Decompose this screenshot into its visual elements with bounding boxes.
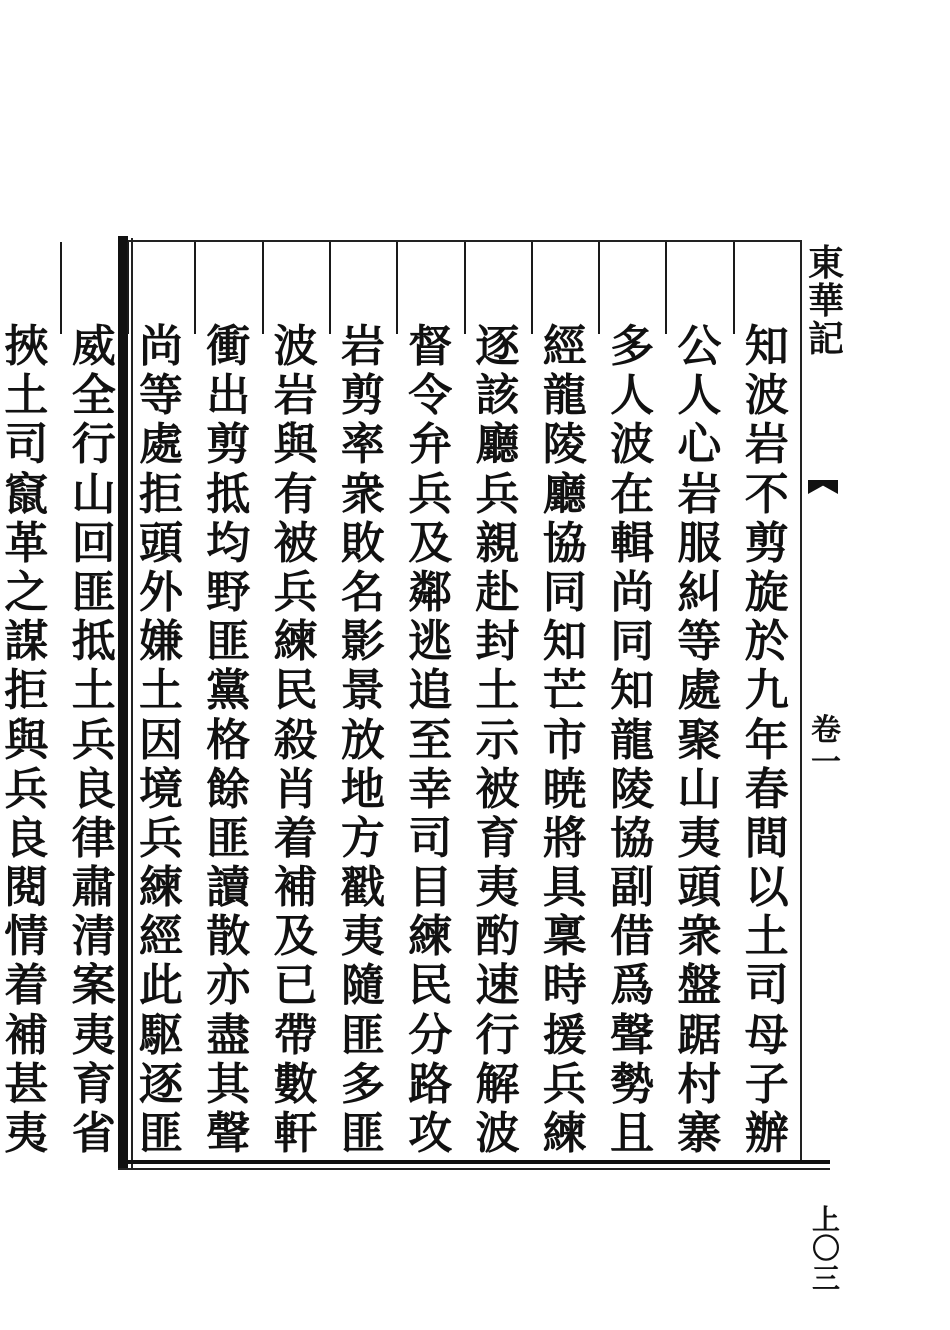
column-char: 案 <box>71 960 116 1012</box>
column-char: 司 <box>408 812 453 864</box>
column-char: 土 <box>4 370 49 422</box>
column-char: 敗 <box>340 517 385 569</box>
column-char: 勢 <box>610 1058 655 1110</box>
column-char: 至 <box>408 714 453 766</box>
column-char: 土 <box>71 665 116 717</box>
text-column <box>263 321 329 1160</box>
column-char: 且 <box>610 1108 655 1159</box>
column-char: 回 <box>71 517 116 569</box>
column-char: 副 <box>610 862 655 914</box>
column-char: 情 <box>4 911 49 963</box>
text-column <box>666 321 732 1160</box>
column-char: 岩 <box>677 468 722 520</box>
column-char: 率 <box>340 419 385 471</box>
column-char: 人 <box>610 370 655 422</box>
text-column <box>195 321 261 1160</box>
column-char: 波 <box>610 419 655 471</box>
column-char: 名 <box>340 566 385 618</box>
column-char: 將 <box>542 812 587 864</box>
column-char: 人 <box>677 370 722 422</box>
column-char: 剪 <box>206 419 251 471</box>
column-char: 司 <box>4 419 49 471</box>
column-char: 示 <box>475 714 520 766</box>
page-gutter <box>804 242 846 1295</box>
column-char: 竄 <box>4 468 49 520</box>
column-char: 外 <box>139 566 183 618</box>
column-char: 補 <box>4 1009 49 1061</box>
column-char: 此 <box>139 960 183 1012</box>
column-char: 已 <box>273 960 318 1012</box>
column-char: 因 <box>139 714 183 766</box>
column-char: 甚 <box>4 1058 49 1110</box>
column-char: 革 <box>4 517 49 569</box>
column-char: 聲 <box>206 1108 251 1159</box>
page-char: 上 <box>811 1203 840 1236</box>
column-rule <box>665 242 667 334</box>
column-char: 兵 <box>71 714 116 766</box>
column-char: 兵 <box>475 468 520 520</box>
column-rule <box>329 242 331 334</box>
column-char: 嫌 <box>139 616 183 668</box>
column-char: 龍 <box>542 370 587 422</box>
column-char: 尚 <box>610 566 655 618</box>
gutter-divider <box>800 242 802 1160</box>
column-char: 行 <box>71 419 116 471</box>
column-char: 知 <box>542 616 587 668</box>
column-char: 着 <box>273 812 318 864</box>
column-rule <box>531 242 533 334</box>
text-column <box>599 321 665 1160</box>
column-char: 格 <box>206 714 251 766</box>
column-char: 弁 <box>408 419 453 471</box>
column-char: 土 <box>744 911 789 963</box>
column-char: 民 <box>408 960 453 1012</box>
column-char: 土 <box>475 665 520 717</box>
column-char: 匪 <box>71 566 116 618</box>
text-column <box>397 321 463 1160</box>
column-char: 補 <box>273 862 318 914</box>
column-char: 散 <box>206 911 251 963</box>
column-char: 拒 <box>4 665 49 717</box>
page-char: 三 <box>811 1261 840 1295</box>
column-char: 借 <box>610 911 655 963</box>
column-char: 多 <box>340 1058 385 1110</box>
column-char: 廳 <box>475 419 520 471</box>
column-char: 夷 <box>71 1009 116 1061</box>
column-char: 出 <box>206 370 251 422</box>
column-char: 九 <box>744 665 789 717</box>
column-char: 剪 <box>744 517 789 569</box>
column-char: 律 <box>71 812 116 864</box>
column-char: 地 <box>340 763 385 815</box>
column-char: 盤 <box>677 960 722 1012</box>
column-char: 春 <box>744 763 789 815</box>
column-rule <box>262 242 264 334</box>
column-char: 黨 <box>206 665 251 717</box>
column-char: 寨 <box>677 1108 722 1159</box>
column-char: 衝 <box>206 321 251 372</box>
frame-border-bottom <box>118 1160 830 1164</box>
column-char: 鄰 <box>408 566 453 618</box>
column-char: 剪 <box>340 370 385 422</box>
column-rule <box>733 242 735 334</box>
column-char: 駆 <box>139 1009 183 1061</box>
column-char: 知 <box>610 665 655 717</box>
column-char: 抵 <box>71 616 116 668</box>
column-char: 匪 <box>139 1108 183 1159</box>
column-char: 威 <box>71 321 116 372</box>
text-column <box>128 321 194 1160</box>
column-char: 數 <box>273 1058 318 1110</box>
column-char: 在 <box>610 468 655 520</box>
column-rule <box>194 242 196 334</box>
column-char: 兵 <box>139 812 183 864</box>
column-char: 軒 <box>273 1108 318 1159</box>
column-char: 不 <box>744 468 789 520</box>
column-char: 拒 <box>139 468 183 520</box>
column-char: 練 <box>542 1108 587 1159</box>
volume-char: 卷 <box>811 713 841 748</box>
column-char: 夷 <box>340 911 385 963</box>
column-char: 岩 <box>744 419 789 471</box>
column-char: 經 <box>139 911 183 963</box>
column-char: 練 <box>139 862 183 914</box>
column-char: 被 <box>273 517 318 569</box>
column-char: 協 <box>542 517 587 569</box>
column-char: 兵 <box>273 566 318 618</box>
column-char: 等 <box>677 616 722 668</box>
column-char: 影 <box>340 616 385 668</box>
column-char: 逃 <box>408 616 453 668</box>
column-char: 肖 <box>273 763 318 815</box>
column-char: 夷 <box>4 1108 49 1159</box>
column-char: 追 <box>408 665 453 717</box>
column-char: 匪 <box>340 1108 385 1159</box>
column-char: 督 <box>408 321 453 372</box>
column-char: 境 <box>139 763 183 815</box>
column-char: 夷 <box>475 862 520 914</box>
column-char: 與 <box>273 419 318 471</box>
column-char: 方 <box>340 812 385 864</box>
title-char: 東 <box>807 242 844 284</box>
column-char: 逐 <box>139 1058 183 1110</box>
column-char: 波 <box>475 1108 520 1159</box>
column-char: 隨 <box>340 960 385 1012</box>
column-char: 山 <box>71 468 116 520</box>
column-char: 母 <box>744 1009 789 1061</box>
column-char: 育 <box>475 812 520 864</box>
column-char: 旋 <box>744 566 789 618</box>
column-char: 踞 <box>677 1009 722 1061</box>
column-char: 陵 <box>542 419 587 471</box>
column-char: 心 <box>677 419 722 471</box>
column-char: 分 <box>408 1009 453 1061</box>
column-char: 司 <box>744 960 789 1012</box>
column-char: 辦 <box>744 1108 789 1159</box>
column-char: 令 <box>408 370 453 422</box>
column-char: 頭 <box>677 862 722 914</box>
column-char: 良 <box>4 812 49 864</box>
column-char: 處 <box>139 419 183 471</box>
column-char: 時 <box>542 960 587 1012</box>
column-char: 兵 <box>542 1058 587 1110</box>
column-char: 戳 <box>340 862 385 914</box>
column-char: 等 <box>139 370 183 422</box>
text-column <box>0 321 59 1160</box>
column-char: 岩 <box>340 321 385 372</box>
column-rule <box>464 242 466 334</box>
column-char: 岩 <box>273 370 318 422</box>
column-char: 均 <box>206 517 251 569</box>
column-char: 具 <box>542 862 587 914</box>
column-char: 野 <box>206 566 251 618</box>
column-char: 解 <box>475 1058 520 1110</box>
column-char: 暁 <box>542 763 587 815</box>
column-char: 景 <box>340 665 385 717</box>
column-char: 經 <box>542 321 587 372</box>
column-char: 清 <box>71 911 116 963</box>
column-char: 逐 <box>475 321 520 372</box>
column-rule <box>396 242 398 334</box>
text-column <box>734 321 800 1160</box>
column-char: 間 <box>744 812 789 864</box>
column-rule <box>598 242 600 334</box>
column-char: 聚 <box>677 714 722 766</box>
column-char: 稟 <box>542 911 587 963</box>
column-char: 路 <box>408 1058 453 1110</box>
gutter-page-number <box>806 1205 846 1293</box>
column-char: 衆 <box>677 911 722 963</box>
column-char: 攻 <box>408 1108 453 1159</box>
frame-border-bottom-inner <box>118 1168 830 1170</box>
column-char: 酌 <box>475 911 520 963</box>
column-char: 民 <box>273 665 318 717</box>
column-char: 閱 <box>4 862 49 914</box>
column-char: 帶 <box>273 1009 318 1061</box>
gutter-book-title <box>806 242 846 360</box>
column-char: 土 <box>139 665 183 717</box>
column-char: 市 <box>542 714 587 766</box>
column-char: 匪 <box>206 616 251 668</box>
column-char: 親 <box>475 517 520 569</box>
column-char: 聲 <box>610 1009 655 1061</box>
column-char: 之 <box>4 566 49 618</box>
column-char: 波 <box>273 321 318 372</box>
column-char: 協 <box>610 812 655 864</box>
column-char: 與 <box>4 714 49 766</box>
column-char: 餘 <box>206 763 251 815</box>
column-char: 糾 <box>677 566 722 618</box>
column-char: 同 <box>610 616 655 668</box>
column-char: 匪 <box>340 1009 385 1061</box>
column-char: 爲 <box>610 960 655 1012</box>
column-char: 省 <box>71 1108 116 1159</box>
column-char: 年 <box>744 714 789 766</box>
column-char: 兵 <box>408 468 453 520</box>
column-char: 知 <box>744 321 789 372</box>
column-char: 山 <box>677 763 722 815</box>
column-char: 良 <box>71 763 116 815</box>
text-column <box>465 321 531 1160</box>
gutter-volume-number <box>806 715 846 778</box>
column-char: 以 <box>744 862 789 914</box>
column-char: 同 <box>542 566 587 618</box>
column-char: 有 <box>273 468 318 520</box>
column-char: 波 <box>744 370 789 422</box>
column-char: 芒 <box>542 665 587 717</box>
text-column <box>61 321 127 1160</box>
column-char: 殺 <box>273 714 318 766</box>
column-char: 服 <box>677 517 722 569</box>
column-char: 公 <box>677 321 722 372</box>
column-char: 衆 <box>340 468 385 520</box>
column-char: 謀 <box>4 616 49 668</box>
column-char: 尚 <box>139 321 183 372</box>
column-char: 挾 <box>4 321 49 372</box>
column-char: 廳 <box>542 468 587 520</box>
text-column <box>532 321 598 1160</box>
column-char: 頭 <box>139 517 183 569</box>
column-char: 速 <box>475 960 520 1012</box>
column-char: 肅 <box>71 862 116 914</box>
column-char: 放 <box>340 714 385 766</box>
column-char: 幸 <box>408 763 453 815</box>
column-char: 村 <box>677 1058 722 1110</box>
column-char: 封 <box>475 616 520 668</box>
column-char: 及 <box>273 911 318 963</box>
column-char: 處 <box>677 665 722 717</box>
column-char: 多 <box>610 321 655 372</box>
column-char: 兵 <box>4 763 49 815</box>
column-char: 援 <box>542 1009 587 1061</box>
volume-char: 一 <box>811 744 841 780</box>
column-char: 被 <box>475 763 520 815</box>
column-char: 及 <box>408 517 453 569</box>
column-char: 行 <box>475 1009 520 1061</box>
column-char: 抵 <box>206 468 251 520</box>
column-char: 夷 <box>677 812 722 864</box>
column-char: 該 <box>475 370 520 422</box>
column-char: 陵 <box>610 763 655 815</box>
column-char: 練 <box>273 616 318 668</box>
column-char: 龍 <box>610 714 655 766</box>
column-char: 練 <box>408 911 453 963</box>
page-char: 〇 <box>811 1232 840 1266</box>
column-rule <box>127 242 129 334</box>
column-rule <box>60 242 62 334</box>
column-char: 子 <box>744 1058 789 1110</box>
column-char: 其 <box>206 1058 251 1110</box>
column-char: 育 <box>71 1058 116 1110</box>
column-char: 赴 <box>475 566 520 618</box>
column-char: 目 <box>408 862 453 914</box>
column-char: 亦 <box>206 960 251 1012</box>
column-char: 盡 <box>206 1009 251 1061</box>
title-char: 華 <box>807 279 844 322</box>
text-column <box>330 321 396 1160</box>
column-char: 着 <box>4 960 49 1012</box>
column-char: 輯 <box>610 517 655 569</box>
column-char: 全 <box>71 370 116 422</box>
column-char: 於 <box>744 616 789 668</box>
column-char: 讀 <box>206 862 251 914</box>
title-char: 記 <box>807 317 844 360</box>
column-char: 匪 <box>206 812 251 864</box>
